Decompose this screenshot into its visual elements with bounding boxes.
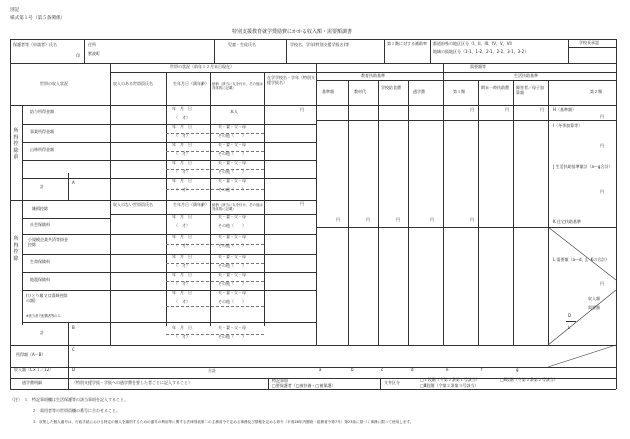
school-label: 学校名、学年(特別支援学級名)等 <box>290 42 350 47</box>
right-item-l: L 需要額（a～d、J、Kの合計） <box>553 257 610 262</box>
earner-name-header: 収入のある世帯員氏名 <box>113 81 153 86</box>
relation-options: 夫・妻・父・母 <box>218 124 246 129</box>
yen-mark: 円 <box>336 217 340 222</box>
ratio-l: L <box>568 325 571 330</box>
deduction-note: ※該当者で配偶者等のみ <box>26 314 61 318</box>
income-side-label: 所得控除前 <box>13 128 19 160</box>
birth-date-field: 年 月 日 <box>172 124 192 129</box>
yen-mark: 円 <box>470 107 474 112</box>
deduct-side-label: 所得控除 <box>13 236 19 262</box>
birth-date-field: 年 月 日 <box>172 325 192 330</box>
age-field: （ 才） <box>174 133 190 138</box>
lunch-header: 学校給食費 <box>381 85 401 90</box>
class2-header: 第２類 <box>590 89 602 94</box>
age-field: （ 才） <box>174 115 190 120</box>
yen-mark: 円 <box>600 189 604 194</box>
family-status-header: 世帯の状況（前年１２月末日現在） <box>170 64 234 69</box>
relation-other: その他（ ） <box>218 151 246 156</box>
note-1: （注） １ 特記事項欄は生活保護等の該当事項を記入すること。 <box>10 397 128 402</box>
seal-mark: 印 <box>76 53 80 58</box>
commute-header: 通学費 <box>413 89 425 94</box>
commute-label: 通学費明細 <box>22 380 42 385</box>
sum-label: 合計 <box>208 368 216 373</box>
right-item-i: I（冬季加算等） <box>553 123 583 128</box>
commute-note: （特別支援学級・学級への通学費を要した者ごとに記入すること） <box>72 380 192 385</box>
address-label: 住所 <box>88 42 96 47</box>
yen-mark: 円 <box>300 201 304 206</box>
relation-other: その他（ ） <box>218 133 246 138</box>
division-label: 支弁区分 <box>384 380 400 385</box>
income-ratio-label: 収入額（C×１／12） <box>14 367 54 372</box>
ratio-demand: 需要額 <box>588 305 600 310</box>
deduction-item: 小規模企業共済等掛金控除 <box>28 237 68 247</box>
birth-date-field: 年 月 日 <box>172 142 192 147</box>
birth-header: 生年月日（満年齢） <box>173 81 209 86</box>
birth-date-field: 年 月 日 <box>172 178 192 183</box>
relation-options: 夫・妻・父・母 <box>218 272 246 277</box>
winter-header: 期末一時扶助費 <box>481 85 509 90</box>
household-header: 世帯の収入状況 <box>40 81 68 86</box>
relation-options: 夫・妻・父・母 <box>218 160 246 165</box>
birth-date-field: 年 月 日 <box>172 214 192 219</box>
ratio-d: D <box>568 313 572 318</box>
relation-other: その他（ ） <box>218 334 246 339</box>
letter-c: C <box>72 347 75 352</box>
relation-header: 続柄（該当に丸を付け、その他は具体的に記載） <box>212 82 263 90</box>
age-field: （ 才） <box>174 281 190 286</box>
relation-options: 夫・妻・父・母 <box>218 142 246 147</box>
deduction-item: 生命保険料 <box>30 259 50 264</box>
yen-mark: 円 <box>540 107 544 112</box>
yen-mark: 円 <box>470 217 474 222</box>
birth-date-field: 年 月 日 <box>172 290 192 295</box>
col-letter: f <box>481 367 483 372</box>
relation-options: 夫・妻・父・母 <box>218 290 246 295</box>
relation-other: その他（ ） <box>218 243 246 248</box>
letter-d: D <box>72 367 76 372</box>
relation-options: 夫・妻・父・母 <box>218 254 246 259</box>
relation-other: その他（ ） <box>218 281 246 286</box>
yen-mark: 円 <box>505 107 509 112</box>
income-item: 事業所得金額 <box>30 129 54 134</box>
deduction-item: 地震保険料 <box>30 277 50 282</box>
income-total-label: 計 <box>40 184 44 189</box>
relation-other: その他（ ） <box>218 169 246 174</box>
class1-header: 第１類 <box>453 89 465 94</box>
income-item: 給与所得金額 <box>30 109 54 114</box>
relation-options: 夫・妻・父・母 <box>218 214 246 219</box>
birth-date-field: 年 月 日 <box>172 272 192 277</box>
protected-check[interactable]: □要保護者（□被扶養・□被保護） <box>272 383 336 388</box>
col-letter: c <box>381 367 384 372</box>
deduction-total-label: 計 <box>40 330 44 335</box>
income-calc-label: 所得額（A－B） <box>16 352 46 357</box>
relation-other: その他（ ） <box>218 263 246 268</box>
division-option-1[interactable]: □１段階（令第２条第１号該当） <box>420 377 480 382</box>
birth-header-2: 生年月日（満年齢） <box>173 202 209 207</box>
non-earner-header: 収入のない世帯員氏名 <box>113 202 153 207</box>
city-name: 紫波町 <box>88 51 100 56</box>
right-item-j: J 生活扶助基準額計（a～g合計） <box>553 164 613 169</box>
prefecture-class: 都道府県の地区区分（I、II、III、IV、V、VI） <box>433 41 515 46</box>
disability-header: 障害者／母子加算額 <box>516 85 544 95</box>
division-option-3[interactable]: □Ⅲ段階（令第２条第３号該当） <box>420 383 479 388</box>
relation-other: その他（ ） <box>218 187 246 192</box>
age-field: （ 才） <box>174 299 190 304</box>
yen-mark: 円 <box>600 114 604 119</box>
yen-mark: 円 <box>300 107 304 112</box>
deduction-item: 社会保険料 <box>30 222 50 227</box>
age-field: （ 才） <box>174 169 190 174</box>
yen-mark: 円 <box>600 281 604 286</box>
age-field: （ 才） <box>174 223 190 228</box>
relation-header-2: 続柄（該当に丸を付け、その他は具体的に記載） <box>212 203 263 211</box>
right-item-k: K 住宅扶助基準 <box>553 219 581 224</box>
relation-options: 夫・妻・父・母 <box>218 178 246 183</box>
deduction-item: (ひとり親又は寡婦控除の額) <box>26 293 68 303</box>
principal-self: 本人 <box>230 109 238 114</box>
age-field: （ 才） <box>174 243 190 248</box>
col-letter: e <box>446 367 449 372</box>
demand-header: 需要額等 <box>470 64 486 69</box>
letter-b: B <box>72 325 75 330</box>
deduction-item: 雑損控除 <box>32 206 48 211</box>
guardian-label: 保護者等（申請者）氏名 <box>13 42 57 47</box>
right-item-h: H（基準額） <box>553 107 577 112</box>
life-aid-header: 生活扶助基準 <box>514 73 538 78</box>
yen-mark: 円 <box>396 217 400 222</box>
yen-mark: 円 <box>430 217 434 222</box>
materials-header: 教材代 <box>354 89 366 94</box>
yen-mark: 円 <box>600 143 604 148</box>
divider <box>566 321 576 322</box>
birth-date-field: 年 月 日 <box>172 254 192 259</box>
relation-other: その他（ ） <box>218 223 246 228</box>
note-3: ３ 収集した個人番号は、行政手続における特定の個人を識別するための番号の利用等に関する法律別表第二の主務省令で定める事務及び情報を定める命令（平成26年内閣府・総務省令第7号）第23条に基づく事務に限って使用します。 <box>32 420 414 424</box>
special-label: 特記事項 <box>272 378 288 383</box>
relation-options: 夫・妻・父・母 <box>218 325 246 330</box>
age-field: （ 才） <box>174 263 190 268</box>
col-letter: a <box>319 367 322 372</box>
annex-label: 別記 <box>10 8 20 13</box>
col-letter: d <box>411 367 414 372</box>
education-aid-header: 教育扶助基準 <box>361 73 385 78</box>
income-item: 山林所得金額 <box>30 147 54 152</box>
rate-label: 第１階に対する補助率 <box>387 41 427 46</box>
letter-a: A <box>72 180 75 185</box>
basic-header: 基準額 <box>322 89 334 94</box>
student-label: 児童・生徒氏名 <box>228 42 256 47</box>
page-title: 特別支援教育就学奨励費にかかる収入額・需要額調書 <box>232 29 353 35</box>
birth-date-field: 年 月 日 <box>172 160 192 165</box>
school-header: 在学学校名・学年（特別支援学級名） <box>267 75 315 85</box>
note-2: ２ 需用者等の世帯員欄の番号に合わせること。 <box>32 408 120 413</box>
principal-approval: 学校長承認 <box>579 40 599 45</box>
relation-options: 夫・妻・父・母 <box>218 234 246 239</box>
age-field: （ 才） <box>174 334 190 339</box>
col-letter: b <box>351 367 354 372</box>
age-field: （ 才） <box>174 151 190 156</box>
division-option-2[interactable]: □Ⅱ段階（令第２条第２号該当） <box>500 377 558 382</box>
ratio-income: 収入額 <box>588 296 600 301</box>
unit-class: 地域の級地区分（1-1、1-2、2-1、2-2、3-1、3-2） <box>433 49 529 54</box>
form-number: 様式第１号（第５条関係） <box>10 16 66 21</box>
yen-mark: 円 <box>366 217 370 222</box>
col-letter: g <box>516 367 519 372</box>
birth-date-field: 年 月 日 <box>172 106 192 111</box>
age-field: （ 才） <box>174 187 190 192</box>
relation-other: その他（ ） <box>218 299 246 304</box>
birth-date-field: 年 月 日 <box>172 234 192 239</box>
